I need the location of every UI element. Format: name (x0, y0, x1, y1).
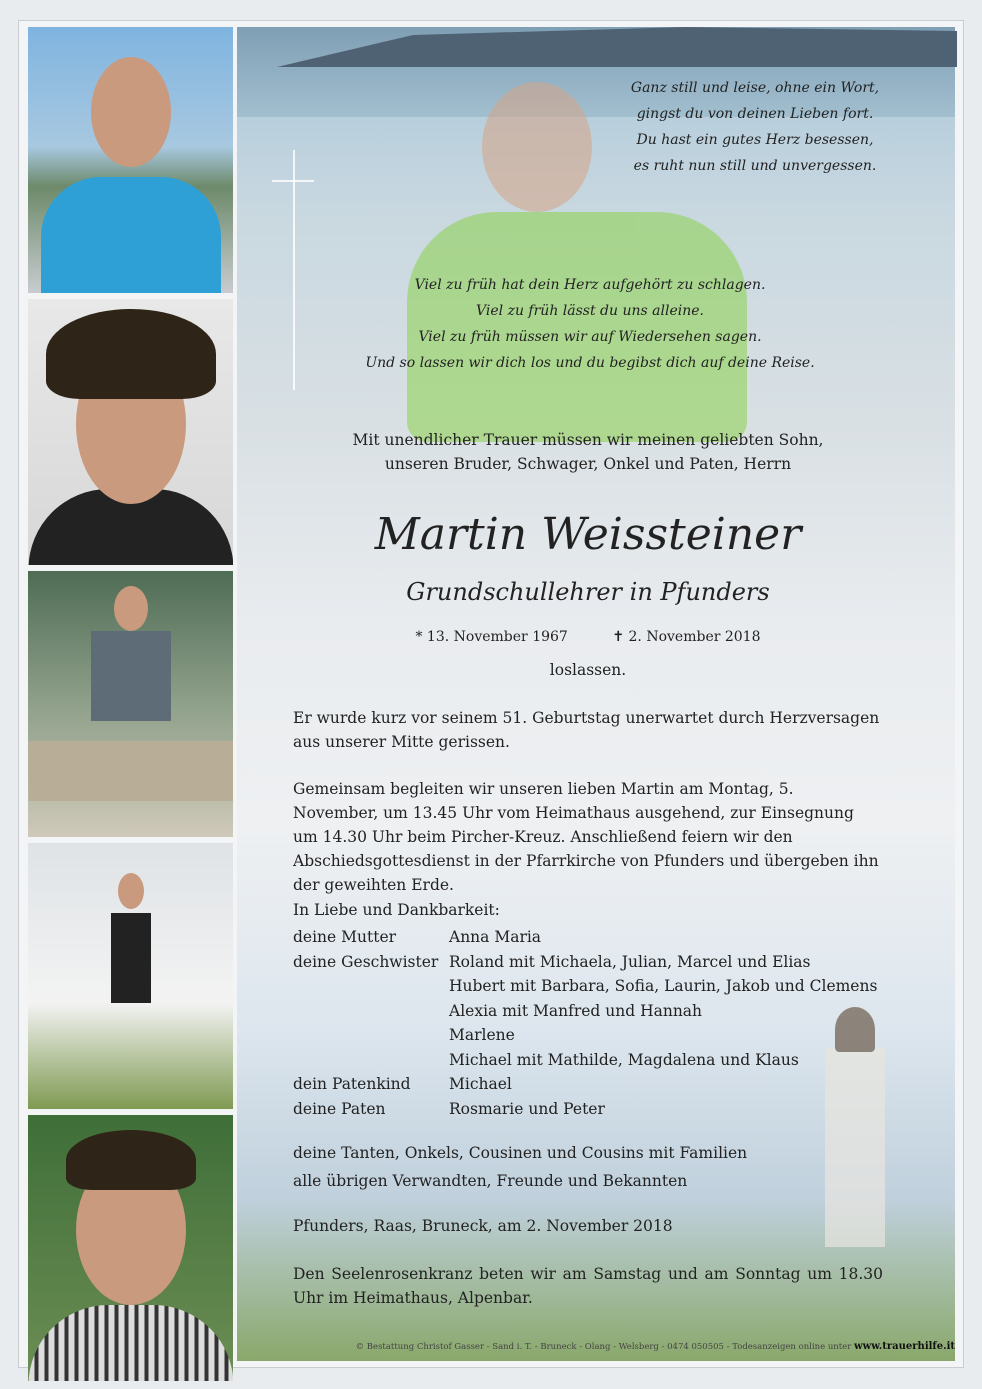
poem-top (600, 75, 910, 179)
paragraph-death: Er wurde kurz vor seinem 51. Geburtstag unerwartet durch Herzversagen aus unserer Mitte gerissen. (293, 709, 880, 751)
relative-names: Marlene (449, 1026, 515, 1044)
poem-line: Du hast ein gutes Herz besessen, (636, 132, 874, 148)
paragraph-funeral: Gemeinsam begleiten wir unseren lieben Martin am Montag, 5. November, um 13.45 Uhr vom Heimathaus ausgehend, zur Einsegnung um 14.30 Uhr beim Pircher-Kreuz. Anschließend feiern wir den Abschiedsgottesdienst in der Pfarrkirche von Pfunders und übergeben ihn der geweihten Erde. (293, 780, 879, 894)
relative-role: deine Paten (293, 1099, 386, 1118)
relative-names: Hubert mit Barbara, Sofia, Laurin, Jakob und Clemens (449, 977, 878, 995)
cross-icon-bar (272, 180, 314, 182)
photo-sunglasses-blue-shirt (28, 27, 233, 293)
poem-line: Ganz still und leise, ohne ein Wort, (630, 80, 880, 96)
other-line: alle übrigen Verwandten, Freunde und Bekannten (293, 1172, 688, 1190)
photo-column (28, 27, 233, 1387)
relative-role (293, 999, 449, 1024)
poem-line: Viel zu früh lässt du uns alleine. (476, 303, 704, 319)
relatives-list (293, 925, 883, 1121)
birth-date: * 13. November 1967 (415, 629, 568, 645)
occupation: Grundschullehrer in Pfunders (406, 578, 770, 606)
place-date: Pfunders, Raas, Bruneck, am 2. November 2018 (293, 1217, 673, 1235)
intro-line: unseren Bruder, Schwager, Onkel und Paten, Herrn (384, 455, 792, 473)
photo-hiking (28, 843, 233, 1109)
intro-line: Mit unendlicher Trauer müssen wir meinen geliebten Sohn, (352, 431, 824, 449)
photo-portrait-sweater (28, 1115, 233, 1381)
relative-names: Rosmarie und Peter (449, 1099, 605, 1118)
footer-link[interactable]: www.trauerhilfe.it (853, 1341, 955, 1352)
rosary-notice: Den Seelenrosenkranz beten wir am Samstag und am Sonntag um 18.30 Uhr im Heimathaus, Alpenbar. (293, 1265, 883, 1307)
relative-names: Michael mit Mathilde, Magdalena und Klaus (449, 1050, 799, 1069)
relative-role (293, 1023, 449, 1048)
poem-line: Und so lassen wir dich los und du begibst dich auf deine Reise. (365, 355, 815, 371)
relative-role (293, 974, 449, 999)
relative-names: Alexia mit Manfred und Hannah (449, 1001, 703, 1020)
cross-icon (293, 150, 295, 390)
deceased-name: Martin Weissteiner (374, 509, 802, 560)
poem-line: es ruht nun still und unvergessen. (633, 158, 877, 174)
other-line: deine Tanten, Onkels, Cousinen und Cousins mit Familien (293, 1144, 748, 1162)
poem-middle (340, 272, 840, 376)
photo-portrait-young (28, 299, 233, 565)
footer-text: © Bestattung Christof Gasser - Sand i. T. - Bruneck - Olang - Welsberg - 0474 050505 - Todesanzeigen online unter (355, 1342, 854, 1352)
poem-line: gingst du von deinen Lieben fort. (636, 106, 874, 122)
poem-line: Viel zu früh müssen wir auf Wiedersehen sagen. (418, 329, 762, 345)
relative-role (293, 1048, 449, 1073)
footer (290, 1341, 955, 1352)
other-relatives (293, 1139, 883, 1195)
dates (293, 625, 883, 649)
relative-names: Anna Maria (449, 928, 542, 946)
release-text: loslassen. (549, 661, 627, 679)
relative-names: Michael (449, 1075, 512, 1093)
relative-role: deine Mutter (293, 928, 397, 946)
intro (293, 428, 883, 476)
thanks-heading: In Liebe und Dankbarkeit: (293, 901, 500, 919)
photo-sitting-wall (28, 571, 233, 837)
relative-role: dein Patenkind (293, 1075, 411, 1093)
poem-line: Viel zu früh hat dein Herz aufgehört zu schlagen. (414, 277, 766, 293)
death-date: ✝ 2. November 2018 (612, 629, 761, 645)
relative-names: Roland mit Michaela, Julian, Marcel und Elias (449, 952, 811, 971)
relative-role: deine Geschwister (293, 952, 439, 971)
